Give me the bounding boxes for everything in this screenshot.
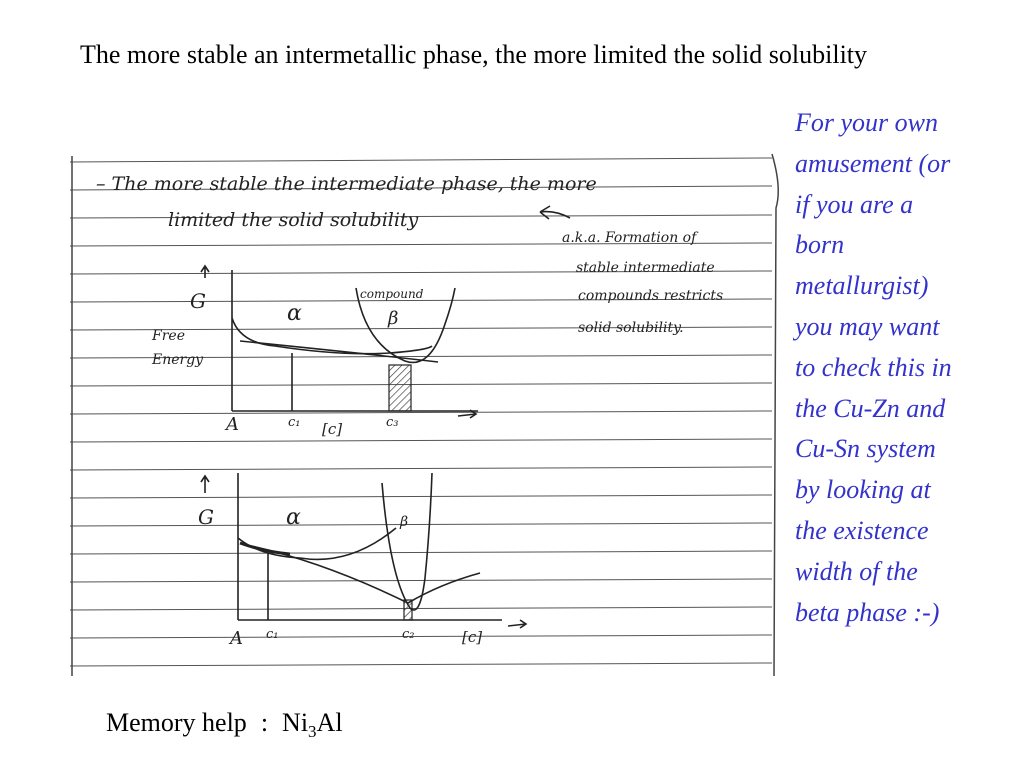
free-energy-label-1: Free: [152, 328, 185, 344]
c-axis-label-bottom: [c]: [462, 628, 483, 646]
side-note-4: solid solubility.: [578, 320, 684, 336]
memory-help-colon: :: [260, 708, 269, 737]
side-note-line: beta phase :-): [795, 597, 940, 627]
memory-help-label: Memory help: [106, 708, 247, 737]
axis-g-bottom: G: [198, 505, 214, 529]
side-note-3: compounds restricts: [578, 288, 724, 304]
side-note-line: if you are a: [795, 189, 914, 219]
free-energy-label-2: Energy: [152, 352, 204, 368]
top-free-energy-sketch: [201, 266, 478, 418]
paper-edge-right: [772, 154, 778, 676]
alpha-label-bottom: α: [286, 505, 301, 530]
side-note-line: Cu-Sn system: [795, 434, 936, 464]
side-note-line: born: [795, 230, 845, 260]
side-note-line: For your own: [795, 108, 938, 137]
alpha-label-top: α: [287, 301, 302, 326]
side-note-line: metallurgist): [795, 271, 929, 301]
beta-label-top: β: [388, 308, 399, 329]
side-note-2: stable intermediate: [576, 260, 715, 276]
side-note-line: the Cu-Zn and: [795, 393, 946, 423]
side-note-line: to check this in: [795, 352, 952, 382]
side-note-line: the existence: [795, 515, 929, 545]
slide-title: The more stable an intermetallic phase, the more limited the solid solubility: [80, 40, 868, 69]
side-note-line: amusement (or: [795, 148, 951, 178]
formula-element-ni: Ni: [282, 708, 309, 737]
beta-label-bottom: β: [400, 514, 409, 530]
memory-help: [106, 708, 343, 742]
formula-element-al: Al: [316, 708, 343, 737]
side-note-line: by looking at: [795, 475, 931, 505]
note-heading-2: limited the solid solubility: [168, 209, 419, 231]
axis-g-top: G: [190, 289, 206, 313]
side-note-line: you may want: [795, 311, 940, 341]
note-heading-1: – The more stable the intermediate phase, the more: [96, 173, 597, 195]
side-note-line: width of the: [795, 556, 918, 586]
handwritten-notes-image: [60, 148, 790, 678]
c3-label-top: c₃: [386, 415, 399, 430]
c-axis-label-top: [c]: [322, 420, 343, 438]
origin-label-bottom: A: [230, 628, 243, 649]
c1-label-top: c₁: [288, 415, 301, 430]
c1-label-bottom: c₁: [266, 627, 279, 642]
origin-label-top: A: [226, 414, 239, 435]
pointer-arrow: [540, 206, 570, 219]
c2-label-bottom: c₂: [402, 627, 415, 642]
side-note: [795, 103, 1010, 633]
formula-subscript: 3: [308, 722, 317, 742]
side-note-1: a.k.a. Formation of: [562, 230, 697, 246]
compound-label: compound: [360, 287, 424, 301]
